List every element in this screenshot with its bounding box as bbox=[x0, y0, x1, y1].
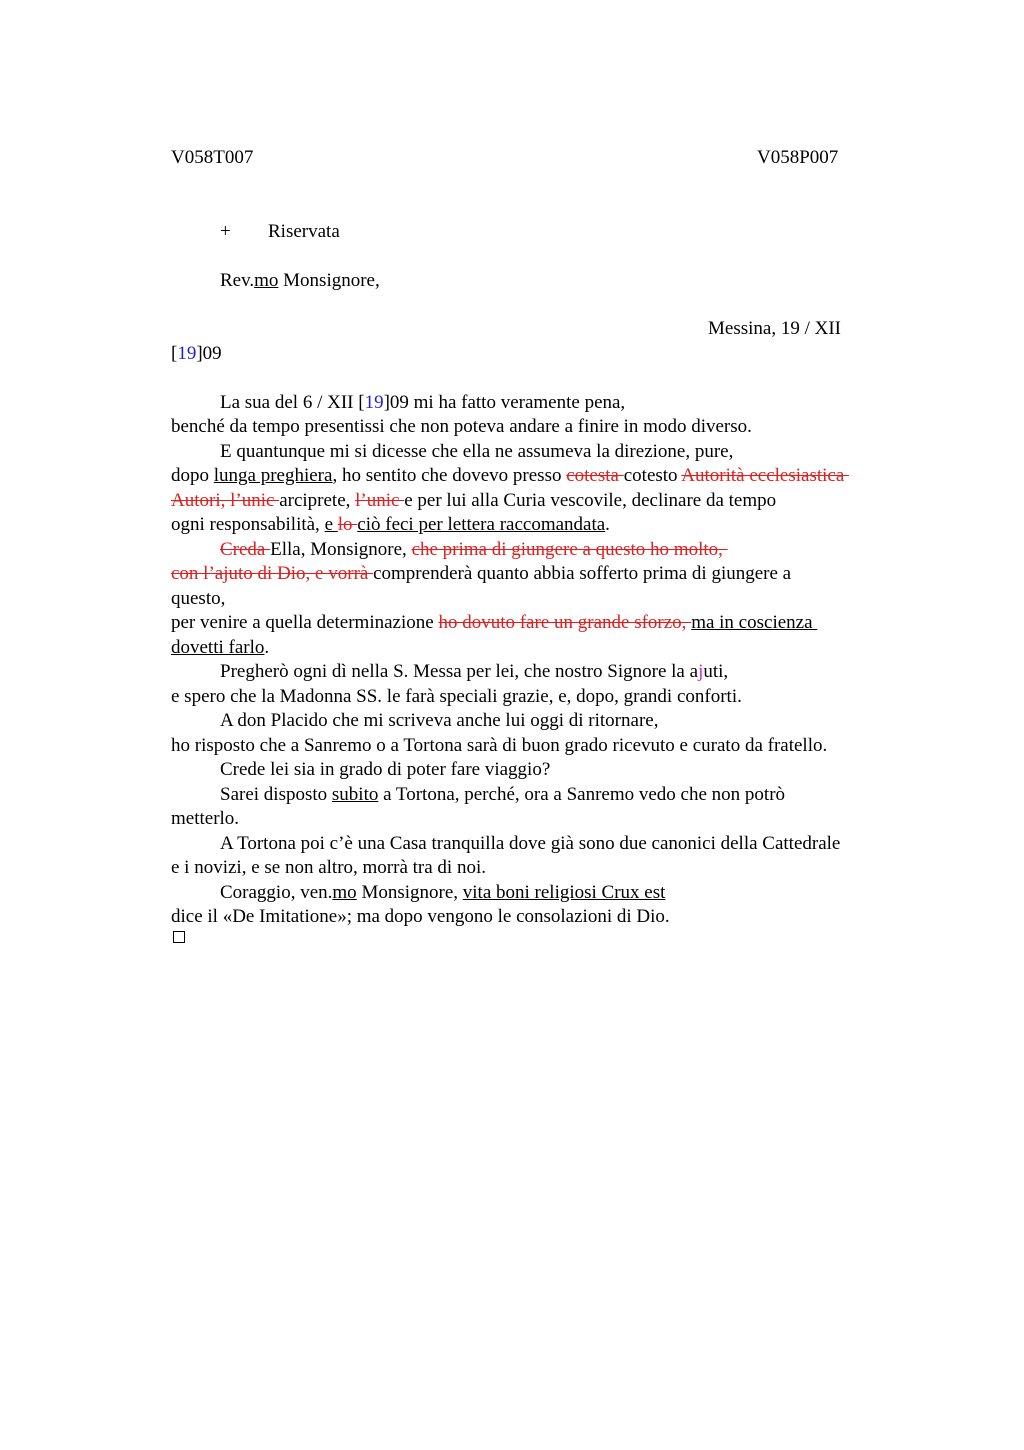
body-line: dopo lunga preghiera, ho sentito che dovevo presso cotesta cotesto Autorità ecclesiastica bbox=[171, 465, 850, 486]
body-line: con l’ajuto di Dio, e vorrà comprenderà quanto abbia sofferto prima di giungere a bbox=[171, 563, 792, 584]
body-line: ho risposto che a Sanremo o a Tortona sarà di buon grado ricevuto e curato da fratello. bbox=[171, 735, 828, 756]
body-line: Creda Ella, Monsignore, che prima di giungere a questo ho molto, bbox=[220, 539, 728, 560]
body-line: A don Placido che mi scriveva anche lui oggi di ritornare, bbox=[220, 710, 659, 731]
date-year: [19]09 bbox=[171, 343, 222, 364]
document-code-left: V058T007 bbox=[171, 147, 254, 168]
body-line: questo, bbox=[171, 588, 226, 609]
body-line: dovetti farlo. bbox=[171, 637, 270, 658]
body-line: Crede lei sia in grado di poter fare viaggio? bbox=[220, 759, 551, 780]
cross-mark: + bbox=[220, 221, 231, 242]
body-line: e spero che la Madonna SS. le farà speciali grazie, e, dopo, grandi conforti. bbox=[171, 686, 742, 707]
body-line: La sua del 6 / XII [19]09 mi ha fatto veramente pena, bbox=[220, 392, 626, 413]
body-line: Coraggio, ven.mo Monsignore, vita boni religiosi Crux est bbox=[220, 882, 666, 903]
reserved-label: Riservata bbox=[268, 221, 340, 242]
body-line: e i novizi, e se non altro, morrà tra di noi. bbox=[171, 857, 486, 878]
body-line: metterlo. bbox=[171, 808, 240, 829]
date-place: Messina, 19 / XII bbox=[708, 318, 841, 339]
body-line: Pregherò ogni dì nella S. Messa per lei, che nostro Signore la ajuti, bbox=[220, 661, 729, 682]
end-square-mark bbox=[173, 931, 185, 943]
document-code-right: V058P007 bbox=[757, 147, 839, 168]
body-line: Sarei disposto subito a Tortona, perché, ora a Sanremo vedo che non potrò bbox=[220, 784, 786, 805]
body-line: E quantunque mi si dicesse che ella ne assumeva la direzione, pure, bbox=[220, 441, 734, 462]
salutation: Rev.mo Monsignore, bbox=[220, 270, 380, 291]
body-line: A Tortona poi c’è una Casa tranquilla dove già sono due canonici della Cattedrale bbox=[220, 833, 841, 854]
body-line: benché da tempo presentissi che non poteva andare a finire in modo diverso. bbox=[171, 416, 752, 437]
body-line: ogni responsabilità, e lo ciò feci per lettera raccomandata. bbox=[171, 514, 610, 535]
body-line: per venire a quella determinazione ho dovuto fare un grande sforzo, ma in coscienza bbox=[171, 612, 818, 633]
body-line: dice il «De Imitatione»; ma dopo vengono le consolazioni di Dio. bbox=[171, 906, 670, 927]
body-line: Autori, l’unic arciprete, l’unic e per lui alla Curia vescovile, declinare da tempo bbox=[171, 490, 777, 511]
